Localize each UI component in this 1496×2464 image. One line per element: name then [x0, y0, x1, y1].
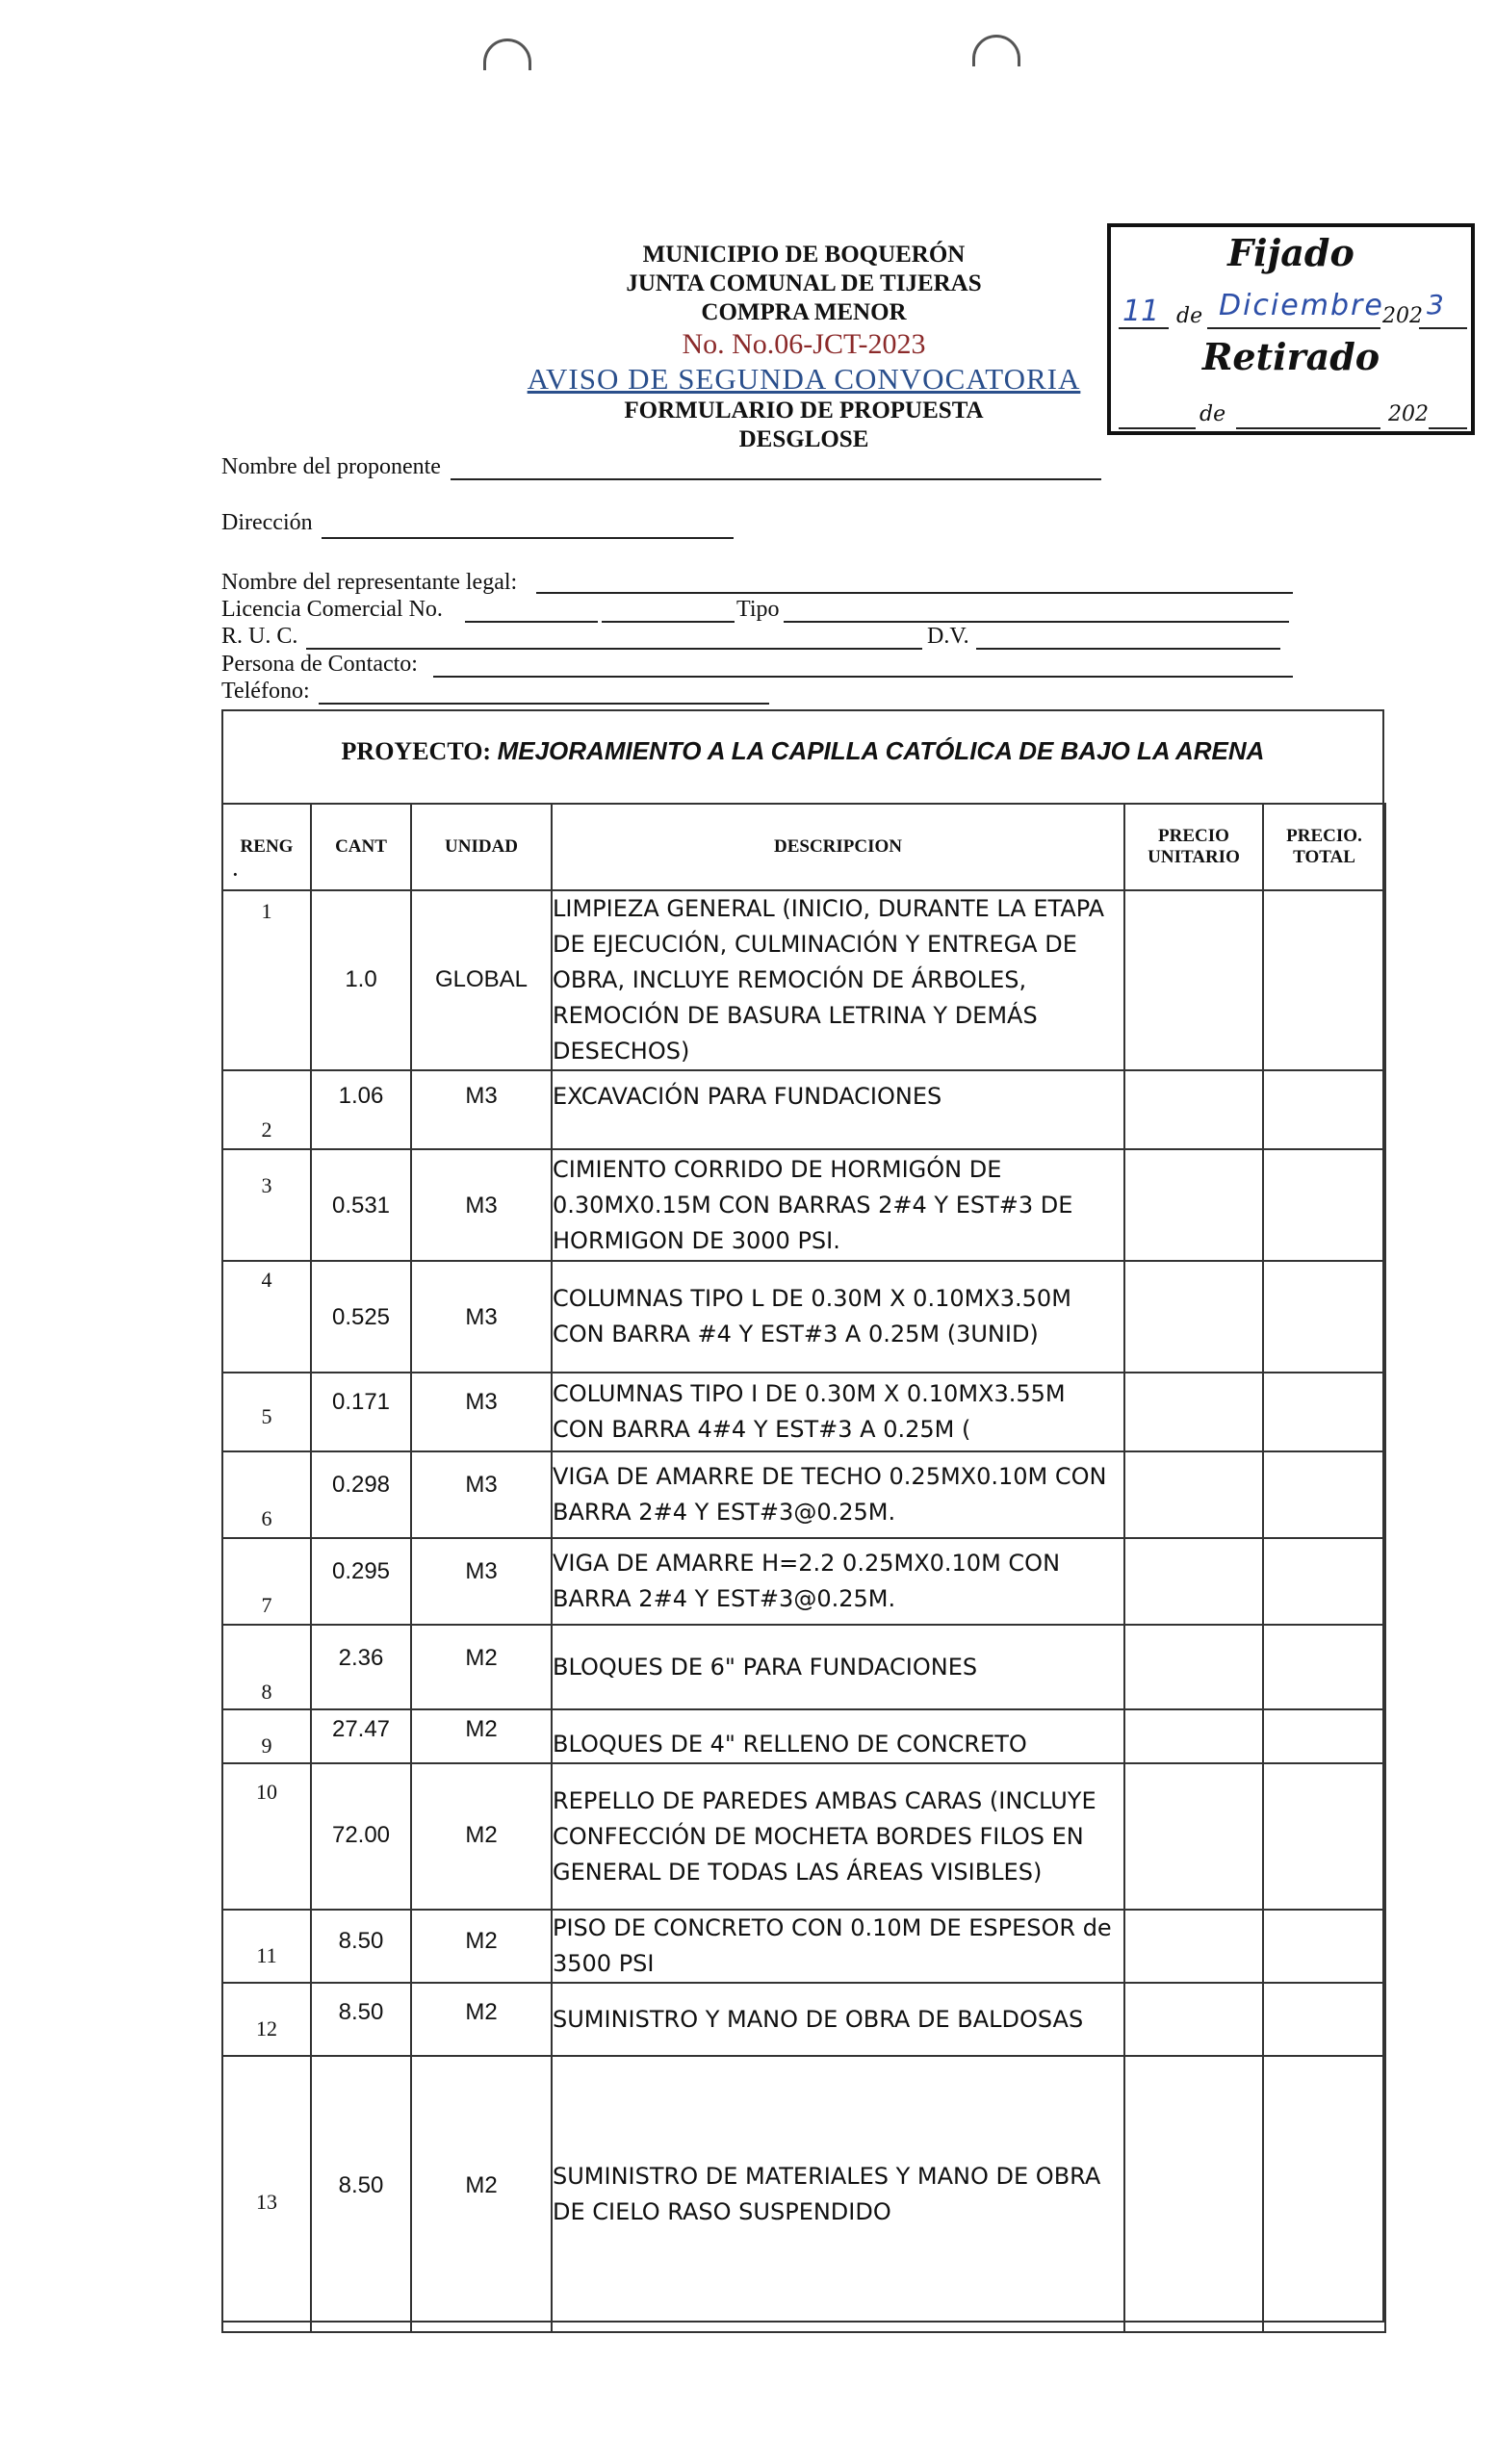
row-reng: 2 [261, 1117, 272, 1142]
row-unidad: M3 [465, 1304, 498, 1330]
stamp-fijado-month: Diciembre [1219, 289, 1384, 322]
project-title [221, 736, 1384, 766]
stamp-fijado-year: 3 [1427, 289, 1444, 321]
dv-label: D.V. [927, 624, 969, 649]
row-precio-unitario[interactable] [1124, 1261, 1263, 1373]
row-reng: 11 [256, 1943, 277, 1967]
row-descripcion: COLUMNAS TIPO I DE 0.30M X 0.10MX3.55M CON BARRA 4#4 Y EST#3 A 0.25M ( [552, 1373, 1124, 1451]
row-cant: 0.298 [331, 1472, 391, 1498]
row-precio-total[interactable] [1263, 1910, 1385, 1983]
row-unidad: M2 [465, 1645, 498, 1671]
table-row [222, 1261, 1385, 1373]
row-descripcion: VIGA DE AMARRE DE TECHO 0.25MX0.10M CON BARRA 2#4 Y EST#3@0.25M. [552, 1451, 1124, 1538]
row-descripcion: BLOQUES DE 4" RELLENO DE CONCRETO [552, 1709, 1124, 1763]
row-cant: 72.00 [331, 1822, 391, 1848]
telefono-label: Teléfono: [221, 679, 310, 704]
row-precio-total[interactable] [1263, 1763, 1385, 1910]
row-unidad: M3 [465, 1472, 498, 1498]
table-row [222, 2056, 1385, 2332]
row-precio-unitario[interactable] [1124, 2056, 1263, 2332]
row-cant: 8.50 [338, 2172, 384, 2198]
stamp-de-2: de [1199, 402, 1226, 426]
row-cant: 27.47 [331, 1716, 391, 1742]
stamp-ret-day-line [1119, 427, 1196, 429]
row-precio-unitario[interactable] [1124, 1763, 1263, 1910]
table-row [222, 1373, 1385, 1451]
table-row [222, 1625, 1385, 1709]
table-row [222, 1983, 1385, 2056]
representante-label: Nombre del representante legal: [221, 570, 518, 595]
table-row [222, 1538, 1385, 1625]
row-precio-total[interactable] [1263, 1451, 1385, 1538]
row-precio-total[interactable] [1263, 1070, 1385, 1149]
row-precio-total[interactable] [1263, 1625, 1385, 1709]
row-unidad: M3 [465, 1389, 498, 1415]
direccion-label: Dirección [221, 510, 313, 535]
row-precio-total[interactable] [1263, 890, 1385, 1070]
row-precio-unitario[interactable] [1124, 1070, 1263, 1149]
municipality: MUNICIPIO DE BOQUERÓN [642, 242, 966, 268]
table-row [222, 1149, 1385, 1261]
row-reng: 10 [256, 1780, 277, 1804]
header-precio-total: PRECIO. TOTAL [1263, 804, 1385, 890]
header-unidad: UNIDAD [411, 804, 552, 890]
stamp-year-line [1419, 327, 1467, 329]
proponente-label: Nombre del proponente [221, 454, 441, 479]
row-precio-total[interactable] [1263, 1149, 1385, 1261]
row-cant: 1.0 [345, 966, 377, 992]
row-precio-unitario[interactable] [1124, 1983, 1263, 2056]
header-descripcion: DESCRIPCION [552, 804, 1124, 890]
stamp-year-prefix: 202 [1382, 304, 1423, 328]
row-cant: 1.06 [338, 1083, 384, 1109]
itemized-table [221, 803, 1386, 2333]
row-precio-total[interactable] [1263, 2056, 1385, 2332]
stamp-ret-month-line [1236, 427, 1380, 429]
row-unidad: M3 [465, 1558, 498, 1584]
row-descripcion: SUMINISTRO Y MANO DE OBRA DE BALDOSAS [552, 1983, 1124, 2056]
row-cant: 0.531 [331, 1193, 391, 1219]
ruc-line[interactable] [306, 648, 922, 650]
row-reng: 8 [261, 1680, 272, 1704]
direccion-line[interactable] [322, 537, 734, 539]
stamp-month-line [1207, 327, 1380, 329]
row-descripcion: COLUMNAS TIPO L DE 0.30M X 0.10MX3.50M CON BARRA #4 Y EST#3 A 0.25M (3UNID) [552, 1261, 1124, 1373]
document-header [424, 241, 1184, 454]
representante-line[interactable] [536, 592, 1293, 594]
row-descripcion: CIMIENTO CORRIDO DE HORMIGÓN DE 0.30MX0.15M CON BARRAS 2#4 Y EST#3 DE HORMIGON DE 3000 PSI. [552, 1149, 1124, 1261]
table-row [222, 1070, 1385, 1149]
row-precio-unitario[interactable] [1124, 1910, 1263, 1983]
row-descripcion: VIGA DE AMARRE H=2.2 0.25MX0.10M CON BARRA 2#4 Y EST#3@0.25M. [552, 1538, 1124, 1625]
contacto-line[interactable] [433, 676, 1293, 678]
stamp-fijado-day: 11 [1122, 295, 1160, 328]
row-cant: 0.171 [331, 1389, 391, 1415]
row-cant: 0.525 [331, 1304, 391, 1330]
stamp-fijado-label: Fijado [1227, 231, 1354, 274]
row-reng: 5 [261, 1404, 272, 1428]
row-cant: 0.295 [331, 1558, 391, 1584]
licencia-line[interactable] [465, 621, 598, 623]
table-row [222, 1451, 1385, 1538]
row-reng: 9 [261, 1733, 272, 1758]
tipo-line[interactable] [784, 621, 1289, 623]
header-cant: CANT [311, 804, 411, 890]
row-unidad: M2 [465, 1716, 498, 1742]
row-precio-total[interactable] [1263, 1983, 1385, 2056]
punch-hole-left [483, 38, 531, 70]
form-subtitle: DESGLOSE [738, 426, 869, 452]
tender-number: No. No.06-JCT-2023 [682, 328, 926, 360]
row-precio-unitario[interactable] [1124, 1451, 1263, 1538]
posting-stamp [1107, 223, 1475, 435]
project-label: PROYECTO: [341, 737, 492, 765]
row-unidad: M2 [465, 1928, 498, 1954]
punch-hole-right [972, 35, 1020, 66]
tipo-label: Tipo [736, 597, 780, 622]
row-descripcion: BLOQUES DE 6" PARA FUNDACIONES [552, 1625, 1124, 1709]
row-precio-unitario[interactable] [1124, 1625, 1263, 1709]
row-reng: 12 [256, 2016, 277, 2040]
licencia-line-2[interactable] [602, 621, 735, 623]
row-descripcion: PISO DE CONCRETO CON 0.10M DE ESPESOR de 3500 PSI [552, 1910, 1124, 1983]
stamp-ret-year-line [1429, 427, 1467, 429]
table-row [222, 1709, 1385, 1763]
row-precio-total[interactable] [1263, 1709, 1385, 1763]
row-unidad: M3 [465, 1193, 498, 1219]
stamp-year-prefix-2: 202 [1388, 402, 1429, 426]
telefono-line[interactable] [319, 703, 769, 705]
row-reng: 13 [256, 2190, 277, 2214]
dv-line[interactable] [976, 648, 1280, 650]
licencia-label: Licencia Comercial No. [221, 597, 443, 622]
table-row [222, 1763, 1385, 1910]
row-unidad: GLOBAL [434, 966, 529, 992]
header-reng: RENG . [222, 804, 311, 890]
row-precio-unitario[interactable] [1124, 890, 1263, 1070]
row-descripcion: SUMINISTRO DE MATERIALES Y MANO DE OBRA DE CIELO RASO SUSPENDIDO [552, 2056, 1124, 2332]
row-descripcion: LIMPIEZA GENERAL (INICIO, DURANTE LA ETAPA DE EJECUCIÓN, CULMINACIÓN Y ENTREGA DE OBRA, INCLUYE REMOCIÓN DE ÁRBOLES, REMOCIÓN DE BASURA LETRINA Y DEMÁS DESECHOS) [552, 890, 1124, 1070]
row-precio-total[interactable] [1263, 1261, 1385, 1373]
row-reng: 1 [261, 899, 272, 923]
row-precio-unitario[interactable] [1124, 1373, 1263, 1451]
row-precio-unitario[interactable] [1124, 1149, 1263, 1261]
table-row [222, 890, 1385, 1070]
row-cant: 8.50 [338, 1928, 384, 1954]
proponente-line[interactable] [451, 478, 1101, 480]
stamp-de: de [1176, 304, 1203, 328]
form-title: FORMULARIO DE PROPUESTA [624, 398, 984, 424]
row-precio-total[interactable] [1263, 1373, 1385, 1451]
ruc-label: R. U. C. [221, 624, 298, 649]
row-unidad: M2 [465, 2172, 498, 2198]
row-cant: 2.36 [338, 1645, 384, 1671]
row-descripcion: EXCAVACIÓN PARA FUNDACIONES [552, 1070, 1124, 1149]
notice-title: AVISO DE SEGUNDA CONVOCATORIA [527, 362, 1081, 396]
project-name: MEJORAMIENTO A LA CAPILLA CATÓLICA DE BAJO LA ARENA [497, 736, 1265, 765]
row-reng: 4 [261, 1268, 272, 1292]
stamp-day-line [1119, 327, 1169, 329]
row-descripcion: REPELLO DE PAREDES AMBAS CARAS (INCLUYE CONFECCIÓN DE MOCHETA BORDES FILOS EN GENERAL DE TODAS LAS ÁREAS VISIBLES) [552, 1763, 1124, 1910]
row-precio-unitario[interactable] [1124, 1709, 1263, 1763]
table-header-row [222, 804, 1385, 890]
row-unidad: M2 [465, 1999, 498, 2025]
row-reng: 7 [261, 1593, 272, 1617]
purchase-type: COMPRA MENOR [701, 299, 907, 325]
contacto-label: Persona de Contacto: [221, 652, 418, 677]
row-unidad: M2 [465, 1822, 498, 1848]
row-cant: 8.50 [338, 1999, 384, 2025]
junta: JUNTA COMUNAL DE TIJERAS [626, 270, 982, 296]
row-unidad: M3 [465, 1083, 498, 1109]
header-precio-unitario: PRECIO UNITARIO [1124, 804, 1263, 890]
table-row [222, 1910, 1385, 1983]
row-precio-unitario[interactable] [1124, 1538, 1263, 1625]
stamp-retirado-label: Retirado [1201, 335, 1380, 378]
row-precio-total[interactable] [1263, 1538, 1385, 1625]
row-reng: 3 [261, 1173, 272, 1197]
row-reng: 6 [261, 1506, 272, 1530]
